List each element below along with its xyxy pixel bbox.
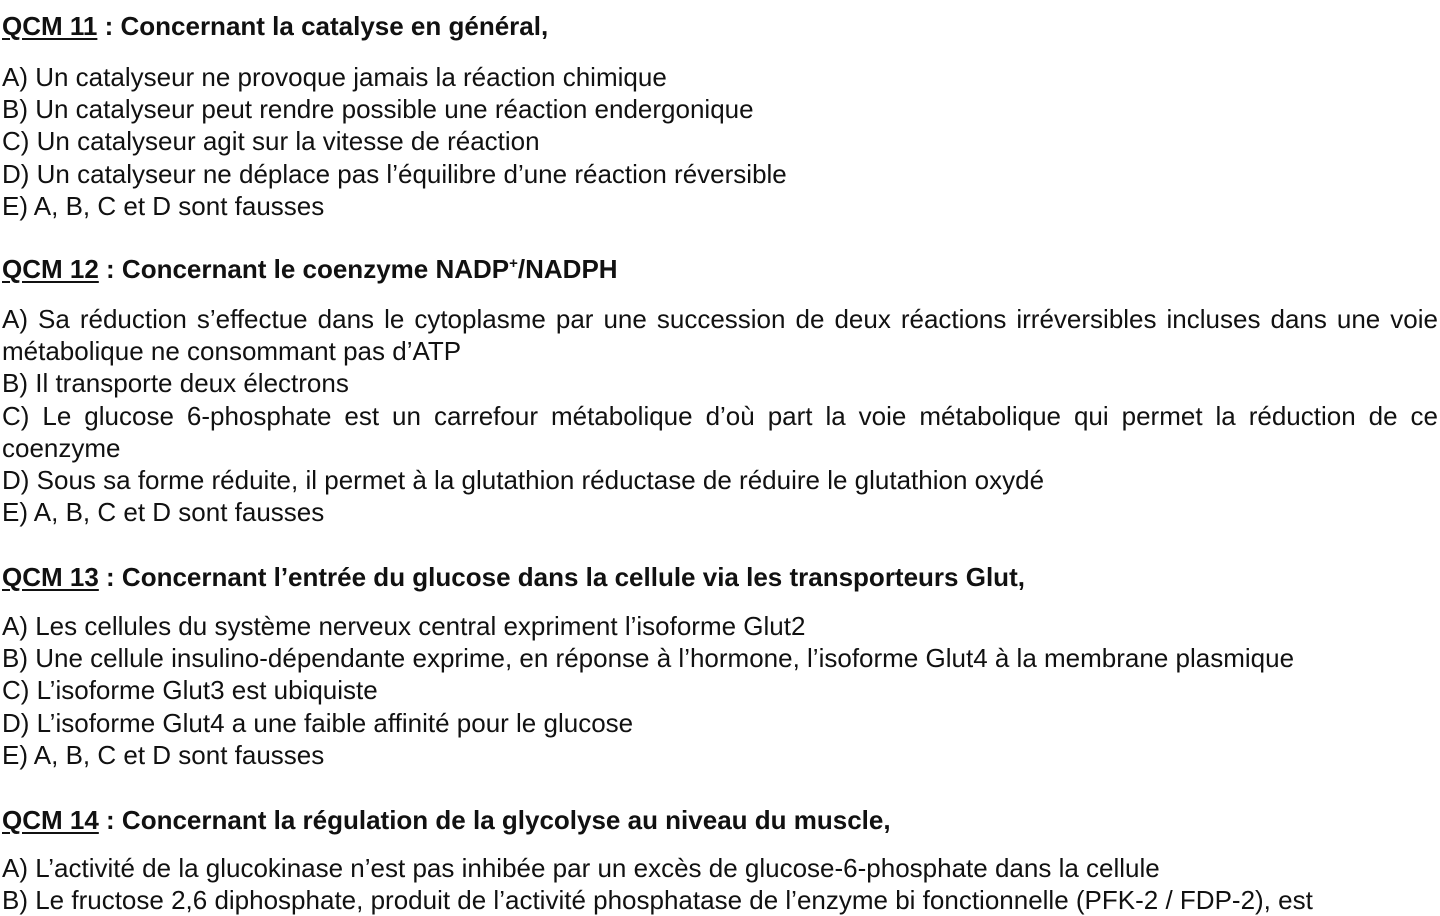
question-14-answer-a: A) L’activité de la glucokinase n’est pas inhibée par un excès de glucose-6-phosphate dans la cellule bbox=[2, 853, 1160, 883]
question-12-title bbox=[2, 253, 1438, 285]
question-13 bbox=[2, 561, 1438, 593]
question-13-title bbox=[2, 561, 1438, 593]
question-12-answer-d: D) Sous sa forme réduite, il permet à la glutathion réductase de réduire le glutathion oxydé bbox=[2, 465, 1045, 496]
question-12 bbox=[2, 253, 1438, 285]
question-11-answers bbox=[2, 61, 1438, 222]
question-11-number: QCM 11 bbox=[2, 11, 98, 41]
question-11-title-text: : Concernant la catalyse en général, bbox=[97, 11, 549, 41]
question-11-answer-a: A) Un catalyseur ne provoque jamais la réaction chimique bbox=[2, 62, 667, 92]
question-13-answer-d: D) L’isoforme Glut4 a une faible affinité pour le glucose bbox=[2, 707, 634, 738]
question-12-answer-c: C) Le glucose 6-phosphate est un carrefour métabolique d’où part la voie métabolique qui permet la réduction de ce coenzyme bbox=[2, 400, 1438, 463]
question-14-answers bbox=[2, 852, 1438, 916]
question-11-answer-b: B) Un catalyseur peut rendre possible une réaction endergonique bbox=[2, 94, 754, 125]
question-14-title bbox=[2, 804, 1438, 836]
question-14-number: QCM 14 bbox=[2, 805, 99, 835]
question-13-answer-c: C) L’isoforme Glut3 est ubiquiste bbox=[2, 675, 378, 706]
question-14-answer-b: B) Le fructose 2,6 diphosphate, produit de l’activité phosphatase de l’enzyme bi fonctionnelle (PFK-2 / FDP-2), est bbox=[2, 885, 1313, 916]
question-11-title bbox=[2, 10, 1438, 42]
question-12-answer-b: B) Il transporte deux électrons bbox=[2, 368, 349, 399]
question-12-title-text: : Concernant le coenzyme NADP bbox=[98, 254, 510, 284]
question-12-answer-a: A) Sa réduction s’effectue dans le cytoplasme par une succession de deux réactions irréversibles incluses dans une voie métabolique ne consommant pas d’ATP bbox=[2, 304, 1438, 367]
question-11-answer-d: D) Un catalyseur ne déplace pas l’équilibre d’une réaction réversible bbox=[2, 158, 787, 189]
question-13-answers bbox=[2, 610, 1438, 771]
question-13-title-text: : Concernant l’entrée du glucose dans la cellule via les transporteurs Glut, bbox=[98, 562, 1025, 592]
question-11 bbox=[2, 10, 1438, 42]
question-12-answers bbox=[2, 303, 1438, 528]
question-13-number: QCM 13 bbox=[2, 562, 99, 592]
question-13-answer-a: A) Les cellules du système nerveux central expriment l’isoforme Glut2 bbox=[2, 611, 806, 641]
question-12-title-superscript: + bbox=[509, 255, 518, 272]
question-11-answer-c: C) Un catalyseur agit sur la vitesse de réaction bbox=[2, 126, 540, 157]
question-14-title-text: : Concernant la régulation de la glycolyse au niveau du muscle, bbox=[98, 805, 891, 835]
question-12-number: QCM 12 bbox=[2, 254, 99, 284]
question-11-answer-e: E) A, B, C et D sont fausses bbox=[2, 190, 325, 221]
question-13-answer-e: E) A, B, C et D sont fausses bbox=[2, 739, 325, 770]
question-12-title-suffix: /NADPH bbox=[517, 254, 618, 284]
question-12-answer-e: E) A, B, C et D sont fausses bbox=[2, 497, 325, 528]
question-13-answer-b: B) Une cellule insulino-dépendante exprime, en réponse à l’hormone, l’isoforme Glut4 à la membrane plasmique bbox=[2, 643, 1295, 674]
question-14 bbox=[2, 804, 1438, 836]
